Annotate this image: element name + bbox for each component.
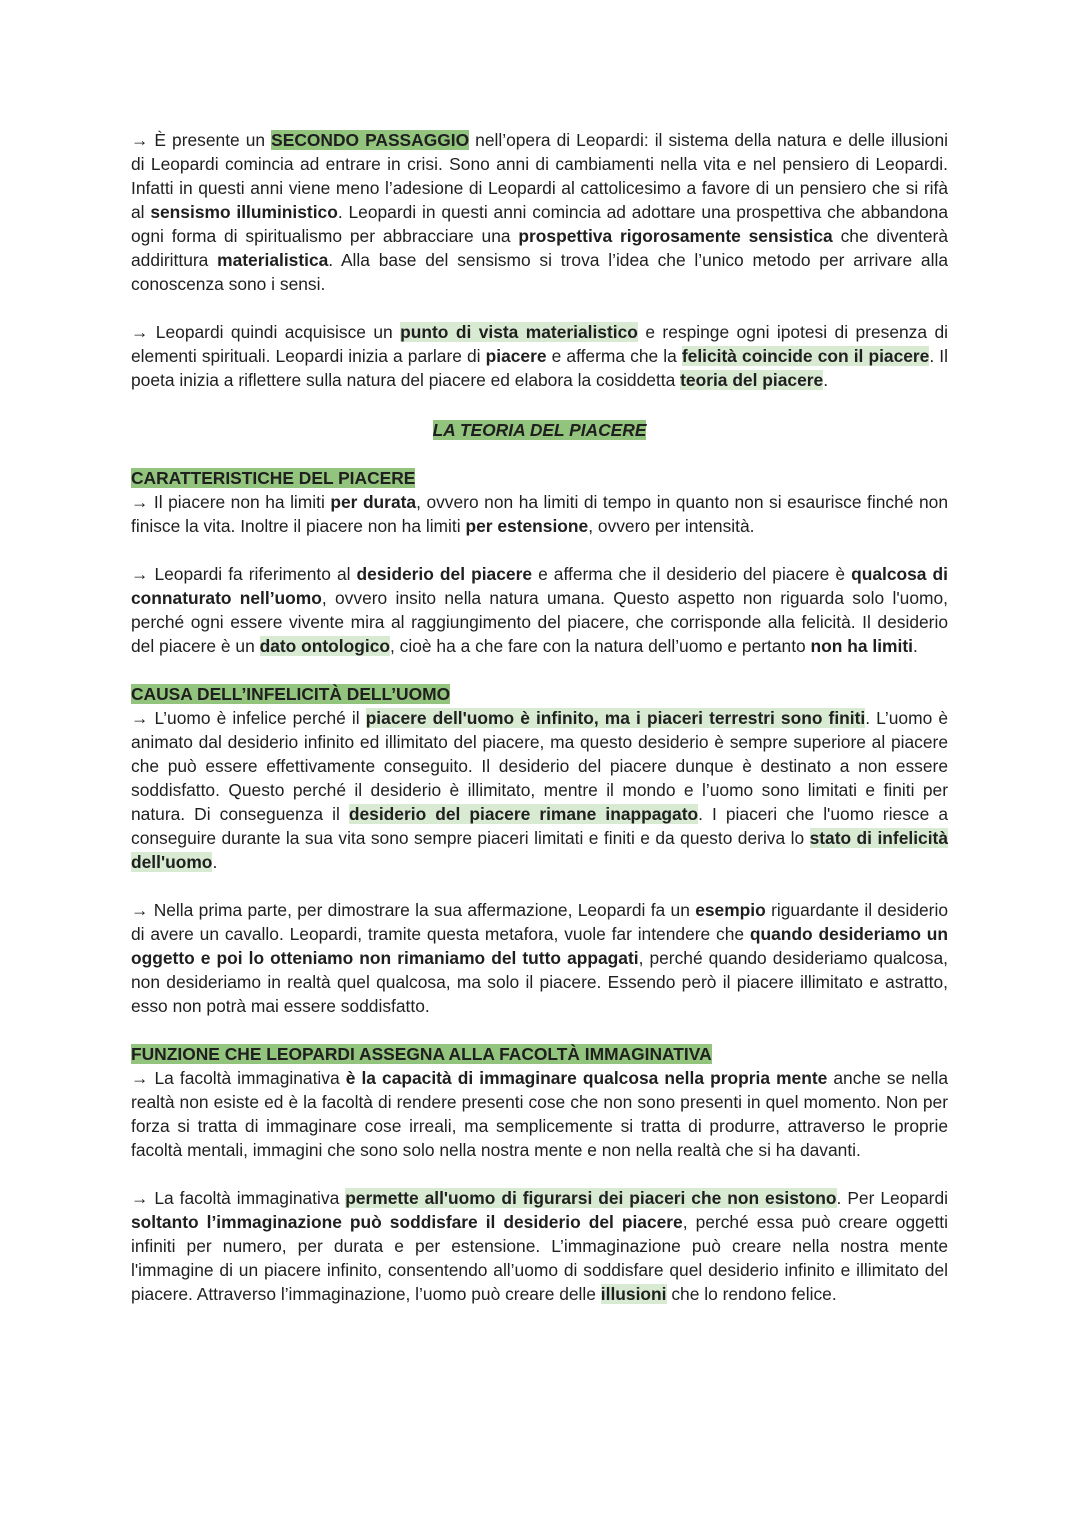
body-text: . Il poeta inizia a riflettere sulla natura del piacere ed elabora la cosiddetta [131,346,948,390]
body-text: , perché essa può creare oggetti infiniti per numero, per durata e per estensione. L’immaginazione può creare nella nostra mente l'immagine di un piacere infinito, consentendo all’uomo di soddisfare quel desiderio infinito e illimitato del piacere. Attraverso l’immaginazione, l’uomo può creare delle [131,1212,948,1304]
body-text: . Alla base del sensismo si trova l’idea che l’unico metodo per arrivare alla conoscenza sono i sensi. [131,250,948,294]
emphasis-text: felicità coincide con il piacere [681,346,930,366]
body-text: . L’uomo è animato dal desiderio infinito ed illimitato del piacere, ma questo desiderio è sempre superiore al piacere che può essere effettivamente conseguito. Il desiderio del piacere dunque è destinato a non essere soddisfatto. Questo perché il desiderio è illimitato, mentre il mondo e l’uomo sono limitati e finiti per natura. Di conseguenza il [131,708,949,824]
section-heading-funzione [131,1042,948,1066]
body-text: → È presente un [131,130,272,150]
paragraph-infelicita [131,706,948,874]
body-text: nell’opera di Leopardi: il sistema della natura e delle illusioni di Leopardi comincia ad entrare in crisi. Sono anni di cambiamenti nella vita e nel pensiero di Leopardi. Infatti in questi anni viene meno l’adesione di Leopardi al cattolicesimo a favore di un pensiero che si rifà al [131,130,948,222]
body-text: . Per Leopardi [836,1188,949,1208]
body-text: , ovvero insito nella natura umana. Questo aspetto non riguarda solo l'uomo, perché ogni essere vivente mira al raggiungimento del piacere, che corrisponde alla felicità. Il desiderio del piacere è un [131,588,948,656]
emphasis-text: illusioni [600,1284,667,1304]
emphasis-text: prospettiva rigorosamente sensistica [518,226,833,246]
emphasis-text: esempio [695,900,766,920]
body-text: . Leopardi in questi anni comincia ad adottare una prospettiva che abbandona ogni forma di spiritualismo per abbracciare una [131,202,948,246]
emphasis-text: per estensione [465,516,589,536]
emphasis-text: materialistica [217,250,329,270]
body-text: che lo rendono felice. [666,1284,837,1304]
section-heading-caratteristiche [131,466,948,490]
body-text: anche se nella realtà non esiste ed è la facoltà di rendere presenti cose che non sono presenti in quel momento. Non per forza si tratta di immaginare cose irreali, ma semplicemente si tratta di produrre, attraverso le proprie facoltà mentali, immagini che sono solo nella nostra mente e non nella realtà che si ha davanti. [131,1068,949,1160]
emphasis-text: stato di infelicità dell'uomo [131,828,948,872]
paragraph-esempio-cavallo [131,898,948,1018]
emphasis-text: per durata [330,492,417,512]
body-text: , ovvero non ha limiti di tempo in quanto non si esaurisce finché non finisce la vita. Inoltre il piacere non ha limiti [131,492,948,536]
document-title [131,418,948,442]
emphasis-text: desiderio del piacere rimane inappagato [348,804,699,824]
body-text: e afferma che il desiderio del piacere è [532,564,852,584]
emphasis-text: punto di vista materialistico [400,322,638,342]
body-text: → Nella prima parte, per dimostrare la sua affermazione, Leopardi fa un [131,900,696,920]
body-text: , cioè ha a che fare con la natura dell’uomo e pertanto [390,636,811,656]
body-text: . [823,370,829,390]
body-text: e respinge ogni ipotesi di presenza di elementi spirituali. Leopardi inizia a parlare di [131,322,948,366]
paragraph-immaginazione [131,1186,948,1306]
emphasis-text: desiderio del piacere [356,564,533,584]
section-heading-causa-text: CAUSA DELL’INFELICITÀ DELL’UOMO [131,684,451,704]
section-heading-caratteristiche-text: CARATTERISTICHE DEL PIACERE [131,468,416,488]
document-title-text: LA TEORIA DEL PIACERE [432,420,647,440]
body-text: . I piaceri che l'uomo riesce a conseguire durante la sua vita sono sempre piaceri limitati e finiti e da questo deriva lo [131,804,948,848]
emphasis-text: sensismo illuministico [150,202,338,222]
emphasis-text: non ha limiti [810,636,913,656]
emphasis-text: teoria del piacere [680,370,824,390]
emphasis-text: SECONDO PASSAGGIO [271,130,470,150]
body-text: → Il piacere non ha limiti [131,492,331,512]
body-text: , perché quando desideriamo qualcosa, non desideriamo in realtà quel qualcosa, ma solo il piacere. Essendo però il piacere illimitato e astratto, esso non potrà mai essere soddisfatto. [131,948,948,1016]
body-text: , ovvero per intensità. [588,516,755,536]
section-heading-causa [131,682,948,706]
body-text: → L’uomo è infelice perché il [131,708,366,728]
paragraph-desiderio [131,562,948,658]
body-text: → La facoltà immaginativa [131,1188,346,1208]
emphasis-text: quando desideriamo un oggetto e poi lo otteniamo non rimaniamo del tutto appagati [131,924,949,968]
paragraph-limiti [131,490,948,538]
body-text: che diventerà addirittura [131,226,948,270]
body-text: . [912,636,918,656]
paragraph-punto-di-vista [131,320,948,392]
emphasis-text: piacere dell'uomo è infinito, ma i piaceri terrestri sono finiti [365,708,866,728]
body-text: → Leopardi quindi acquisisce un [131,322,401,342]
emphasis-text: è la capacità di immaginare qualcosa nella propria mente [345,1068,828,1088]
body-text: riguardante il desiderio di avere un cavallo. Leopardi, tramite questa metafora, vuole far intendere che [131,900,948,944]
emphasis-text: qualcosa di connaturato nell’uomo [131,564,948,608]
body-text: → La facoltà immaginativa [131,1068,346,1088]
section-heading-funzione-text: FUNZIONE CHE LEOPARDI ASSEGNA ALLA FACOLTÀ IMMAGINATIVA [131,1044,712,1064]
emphasis-text: soltanto l’immaginazione può soddisfare il desiderio del piacere [131,1212,683,1232]
paragraph-facolta [131,1066,948,1162]
body-text: . [212,852,218,872]
emphasis-text: permette all'uomo di figurarsi dei piaceri che non esistono [345,1188,837,1208]
emphasis-text: piacere [485,346,547,366]
emphasis-text: dato ontologico [259,636,390,656]
paragraph-secondo-passaggio [131,128,948,296]
body-text: e afferma che la [546,346,682,366]
body-text: → Leopardi fa riferimento al [131,564,357,584]
